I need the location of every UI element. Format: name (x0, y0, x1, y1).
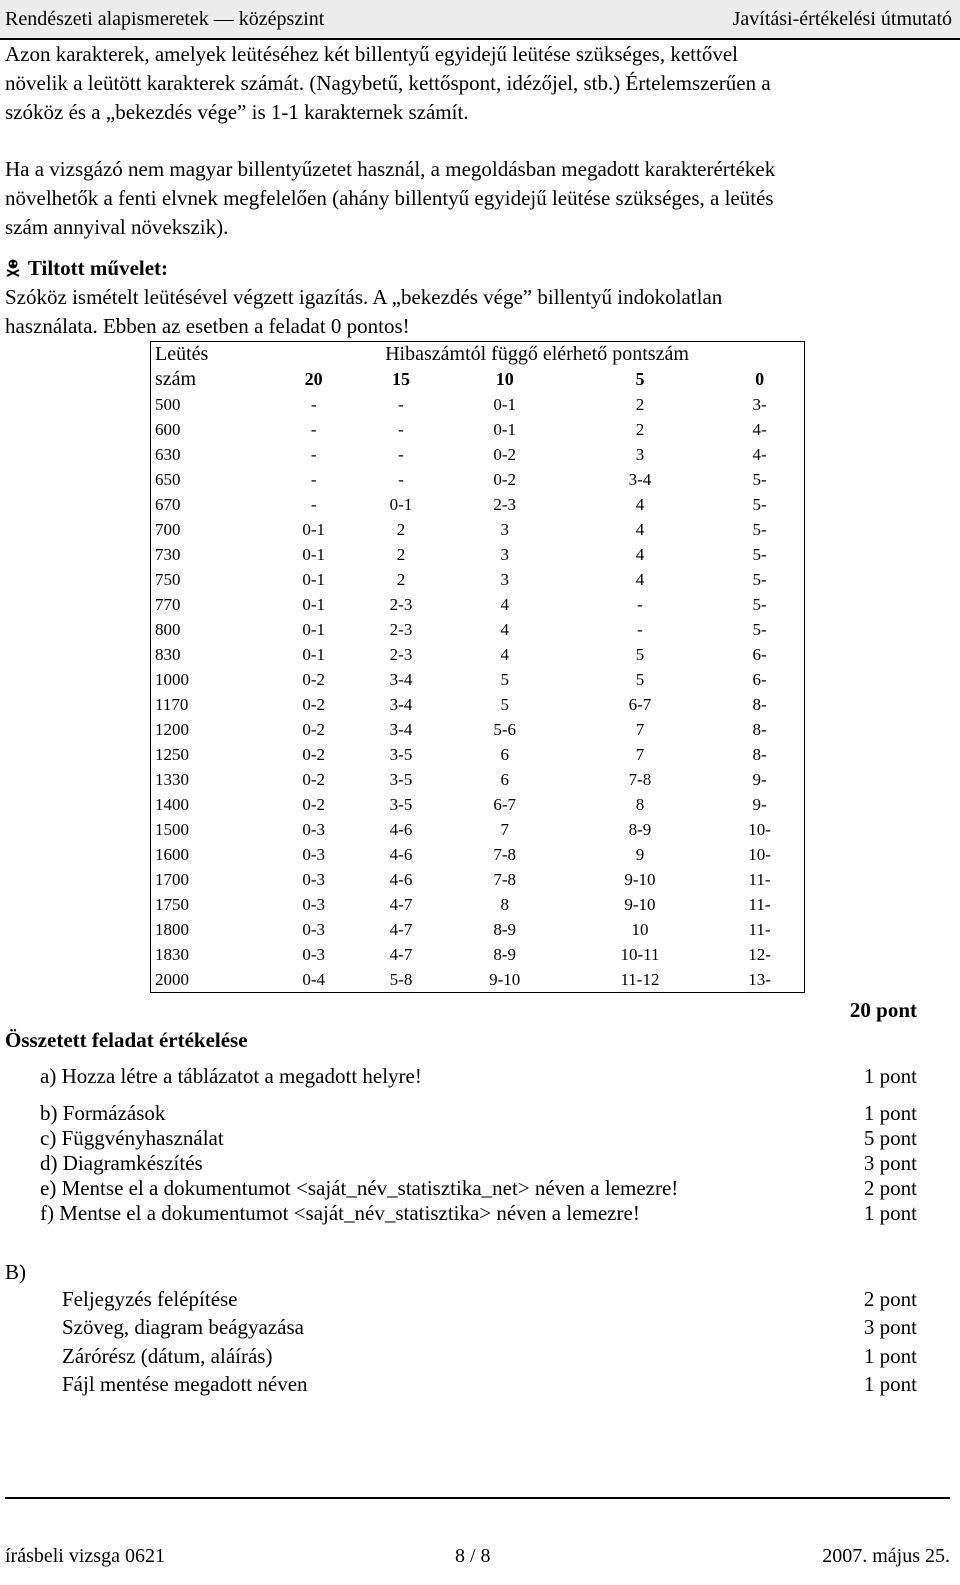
table-row (151, 717, 805, 742)
intro-line-7: Szóköz ismételt leütésével végzett igazítás. A „bekezdés vége” billentyű indokolatlan (5, 285, 723, 309)
points-cell: 0-3 (302, 944, 325, 964)
points-cell: 2-3 (389, 644, 413, 664)
table-row (151, 542, 805, 567)
keystroke-cell: 1400 (155, 794, 189, 814)
points-cell: 2 (396, 519, 406, 539)
table-header-row-2 (151, 367, 805, 392)
keystroke-cell: 1170 (155, 694, 189, 714)
points-cell: 7-8 (628, 769, 652, 789)
points-cell: 0-1 (302, 544, 325, 564)
points-cell: 3-5 (389, 744, 413, 764)
points-cell: 9-10 (624, 869, 656, 889)
points-cell: 8 (635, 794, 645, 814)
points-cell: 0-1 (493, 419, 517, 439)
memo-criterion-label: Szöveg, diagram beágyazása (62, 1315, 304, 1339)
table-row (151, 517, 805, 542)
points-cell: 2-3 (389, 619, 413, 639)
points-cell: 0-1 (389, 494, 413, 514)
table-row (151, 467, 805, 492)
keystroke-cell: 1330 (155, 769, 189, 789)
points-cell: 4 (635, 494, 645, 514)
points-cell: 5- (752, 619, 767, 639)
points-cell: 0-1 (302, 644, 325, 664)
keystroke-cell: 1800 (155, 919, 189, 939)
keystroke-cell: 1750 (155, 894, 189, 914)
section-b-label: B) (5, 1260, 26, 1284)
points-cell: 3- (752, 394, 767, 414)
points-cell: 5 (500, 669, 509, 689)
criterion-points: 2 pont (863, 1176, 917, 1200)
error-col-header: 5 (635, 369, 645, 389)
table-row (151, 742, 805, 767)
header-left-text: Rendészeti alapismeretek — középszint (5, 8, 325, 30)
criterion-label: d) Diagramkészítés (40, 1151, 203, 1175)
points-cell: 2 (396, 569, 406, 589)
points-cell: 6-7 (628, 694, 652, 714)
points-cell: 9- (752, 794, 767, 814)
table-row (151, 917, 805, 942)
table-row (151, 792, 805, 817)
points-cell: 4-6 (389, 869, 413, 889)
points-cell: - (310, 444, 317, 464)
points-cell: 4- (752, 444, 767, 464)
criterion-points: 5 pont (863, 1126, 917, 1150)
memo-criterion-points: 1 pont (863, 1372, 917, 1396)
points-cell: 0-3 (302, 894, 325, 914)
intro-line-2: növelik a leütött karakterek számát. (Nagybetű, kettőspont, idézőjel, stb.) Értelemszerűen a (5, 71, 771, 95)
points-cell: 8- (752, 719, 767, 739)
table-row (151, 567, 805, 592)
keystroke-cell: 750 (155, 569, 181, 589)
forbidden-title: Tiltott művelet: (27, 256, 169, 280)
points-cell: 2-3 (493, 494, 517, 514)
keystroke-cell: 770 (155, 594, 181, 614)
criterion-label: e) Mentse el a dokumentumot <saját_név_statisztika_net> néven a lemezre! (40, 1176, 679, 1200)
points-cell: 9 (635, 844, 645, 864)
table-row (151, 442, 805, 467)
points-cell: 0-4 (302, 969, 325, 989)
points-cell: 9-10 (624, 894, 656, 914)
points-cell: 8- (752, 694, 767, 714)
points-cell: 0-2 (493, 469, 517, 489)
error-col-header: 15 (392, 369, 411, 389)
points-cell: 10 (631, 919, 649, 939)
points-cell: - (637, 594, 643, 614)
points-cell: - (398, 394, 404, 414)
points-cell: - (398, 419, 404, 439)
total-points: 20 pont (849, 998, 917, 1022)
points-cell: 2 (635, 394, 645, 414)
table-row (151, 492, 805, 517)
points-cell: 2 (396, 544, 406, 564)
footer-left: írásbeli vizsga 0621 (5, 1545, 165, 1567)
points-cell: 4-7 (389, 919, 413, 939)
error-col-header: 20 (304, 369, 323, 389)
points-cell: 0-3 (302, 844, 325, 864)
points-cell: 4-6 (389, 819, 413, 839)
points-cell: 9- (752, 769, 767, 789)
points-cell: 3 (635, 444, 645, 464)
points-cell: 10- (748, 819, 771, 839)
keystroke-cell: 1000 (155, 669, 189, 689)
keystroke-cell: 1700 (155, 869, 189, 889)
table-row (151, 592, 805, 617)
points-cell: 4 (635, 569, 645, 589)
criterion-label: b) Formázások (40, 1101, 166, 1125)
points-cell: 0-1 (302, 569, 325, 589)
table-head-left-1: Leütés (155, 343, 209, 365)
table-row (151, 817, 805, 842)
points-cell: 5 (635, 644, 645, 664)
keystroke-cell: 1200 (155, 719, 189, 739)
score-table (150, 341, 805, 993)
footer-divider (5, 1497, 950, 1499)
points-cell: 4 (500, 619, 509, 639)
points-cell: 6-7 (493, 794, 517, 814)
memo-criterion-points: 1 pont (863, 1344, 917, 1368)
criterion-points: 1 pont (863, 1201, 917, 1225)
keystroke-cell: 800 (155, 619, 181, 639)
points-cell: - (310, 494, 317, 514)
points-cell: 3 (500, 569, 509, 589)
memo-criterion-label: Feljegyzés felépítése (62, 1287, 238, 1311)
points-cell: 0-1 (302, 619, 325, 639)
footer-page: 8 / 8 (455, 1545, 491, 1567)
keystroke-cell: 500 (155, 394, 181, 414)
table-row (151, 867, 805, 892)
table-row (151, 767, 805, 792)
keystroke-cell: 630 (155, 444, 181, 464)
points-cell: 0-2 (302, 669, 325, 689)
header-right-text: Javítási-értékelési útmutató (732, 8, 952, 30)
points-cell: 9-10 (489, 969, 521, 989)
points-cell: 5-6 (493, 719, 517, 739)
points-cell: 7 (635, 719, 645, 739)
points-cell: 4 (500, 594, 509, 614)
points-cell: 4- (752, 419, 767, 439)
memo-criterion-points: 2 pont (863, 1287, 917, 1311)
points-cell: 5 (500, 694, 509, 714)
criterion-points: 1 pont (863, 1064, 917, 1088)
points-cell: 4 (635, 519, 645, 539)
points-cell: 0-3 (302, 919, 325, 939)
points-cell: 6 (500, 744, 509, 764)
points-cell: 6 (500, 769, 509, 789)
intro-line-1: Azon karakterek, amelyek leütéséhez két billentyű egyidejű leütése szükséges, kettővel (5, 42, 738, 66)
points-cell: 6- (752, 644, 767, 664)
keystroke-cell: 650 (155, 469, 181, 489)
points-cell: 12- (748, 944, 771, 964)
points-cell: 4-7 (389, 944, 413, 964)
criterion-points: 1 pont (863, 1101, 917, 1125)
points-cell: 0-2 (302, 694, 325, 714)
criterion-label: a) Hozza létre a táblázatot a megadott helyre! (40, 1064, 422, 1088)
points-cell: 10- (748, 844, 771, 864)
points-cell: 3-4 (389, 694, 413, 714)
table-row (151, 617, 805, 642)
table-head-span: Hibaszámtól függő elérhető pontszám (385, 343, 689, 365)
points-cell: 3-4 (389, 719, 413, 739)
table-row (151, 417, 805, 442)
points-cell: 10-11 (620, 944, 660, 964)
keystroke-cell: 830 (155, 644, 181, 664)
points-cell: 11- (748, 919, 771, 939)
points-cell: 0-1 (302, 594, 325, 614)
points-cell: - (310, 394, 317, 414)
keystroke-cell: 2000 (155, 969, 189, 989)
keystroke-cell: 670 (155, 494, 181, 514)
memo-criterion-label: Fájl mentése megadott néven (62, 1372, 308, 1396)
points-cell: 6- (752, 669, 767, 689)
points-cell: 7-8 (493, 844, 517, 864)
error-col-header: 10 (495, 369, 514, 389)
table-row (151, 967, 805, 993)
points-cell: 4-7 (389, 894, 413, 914)
points-cell: 8 (500, 894, 509, 914)
points-cell: 5- (752, 594, 767, 614)
points-cell: 4-6 (389, 844, 413, 864)
intro-line-8: használata. Ebben az esetben a feladat 0 pontos! (5, 314, 410, 338)
section-title: Összetett feladat értékelése (5, 1028, 248, 1052)
points-cell: 0-1 (302, 519, 325, 539)
footer-date: 2007. május 25. (822, 1545, 950, 1567)
memo-criterion-label: Zárórész (dátum, aláírás) (62, 1344, 273, 1368)
table-row (151, 642, 805, 667)
points-cell: 8-9 (628, 819, 652, 839)
points-cell: - (637, 619, 643, 639)
points-cell: 3-5 (389, 794, 413, 814)
points-cell: 13- (748, 969, 771, 989)
points-cell: 2-3 (389, 594, 413, 614)
points-cell: 5- (752, 544, 767, 564)
intro-line-3: szóköz és a „bekezdés vége” is 1-1 karakternek számít. (5, 100, 469, 124)
points-cell: 0-3 (302, 869, 325, 889)
points-cell: 3-5 (389, 769, 413, 789)
intro-line-6: szám annyival növekszik). (5, 215, 229, 239)
keystroke-cell: 700 (155, 519, 181, 539)
points-cell: 11- (748, 869, 771, 889)
keystroke-cell: 730 (155, 544, 181, 564)
points-cell: 3-4 (389, 669, 413, 689)
table-row (151, 892, 805, 917)
error-col-header: 0 (755, 369, 765, 389)
points-cell: 3 (500, 519, 509, 539)
table-row (151, 842, 805, 867)
points-cell: 0-3 (302, 819, 325, 839)
criterion-label: c) Függvényhasználat (40, 1126, 224, 1150)
points-cell: 0-2 (302, 769, 325, 789)
points-cell: 0-2 (302, 794, 325, 814)
points-cell: 5 (635, 669, 645, 689)
points-cell: 7-8 (493, 869, 517, 889)
points-cell: 4 (635, 544, 645, 564)
points-cell: 11-12 (620, 969, 660, 989)
forbidden-heading (5, 254, 950, 285)
points-cell: 8-9 (493, 944, 517, 964)
points-cell: 7 (635, 744, 645, 764)
points-cell: 5- (752, 469, 767, 489)
keystroke-cell: 1500 (155, 819, 189, 839)
points-cell: 8- (752, 744, 767, 764)
points-cell: 4 (500, 644, 509, 664)
points-cell: - (398, 469, 404, 489)
points-cell: 3 (500, 544, 509, 564)
points-cell: 5- (752, 494, 767, 514)
points-cell: 3-4 (628, 469, 652, 489)
table-row (151, 392, 805, 417)
keystroke-cell: 600 (155, 419, 181, 439)
table-row (151, 942, 805, 967)
points-cell: 5-8 (389, 969, 413, 989)
points-cell: 0-2 (302, 719, 325, 739)
criterion-points: 3 pont (863, 1151, 917, 1175)
memo-criterion-points: 3 pont (863, 1315, 917, 1339)
keystroke-cell: 1250 (155, 744, 189, 764)
points-cell: 0-2 (493, 444, 517, 464)
points-cell: 11- (748, 894, 771, 914)
points-cell: - (310, 469, 317, 489)
points-cell: - (310, 419, 317, 439)
intro-line-5: növelhetők a fenti elvnek megfelelően (ahány billentyű egyidejű leütése szükséges, a leütés (5, 186, 774, 210)
points-cell: 2 (635, 419, 645, 439)
points-cell: 0-1 (493, 394, 517, 414)
points-cell: 8-9 (493, 919, 517, 939)
table-row (151, 667, 805, 692)
criterion-label: f) Mentse el a dokumentumot <saját_név_statisztika> néven a lemezre! (40, 1201, 640, 1225)
skull-crossbones-icon (5, 256, 23, 285)
intro-line-4: Ha a vizsgázó nem magyar billentyűzetet használ, a megoldásban megadott karakterértékek (5, 157, 776, 181)
keystroke-cell: 1600 (155, 844, 189, 864)
points-cell: 5- (752, 569, 767, 589)
points-cell: 7 (500, 819, 509, 839)
points-cell: - (398, 444, 404, 464)
points-cell: 5- (752, 519, 767, 539)
keystroke-cell: 1830 (155, 944, 189, 964)
table-row (151, 692, 805, 717)
points-cell: 0-2 (302, 744, 325, 764)
table-header-row-1 (151, 342, 805, 368)
table-head-left-2: szám (155, 368, 197, 390)
